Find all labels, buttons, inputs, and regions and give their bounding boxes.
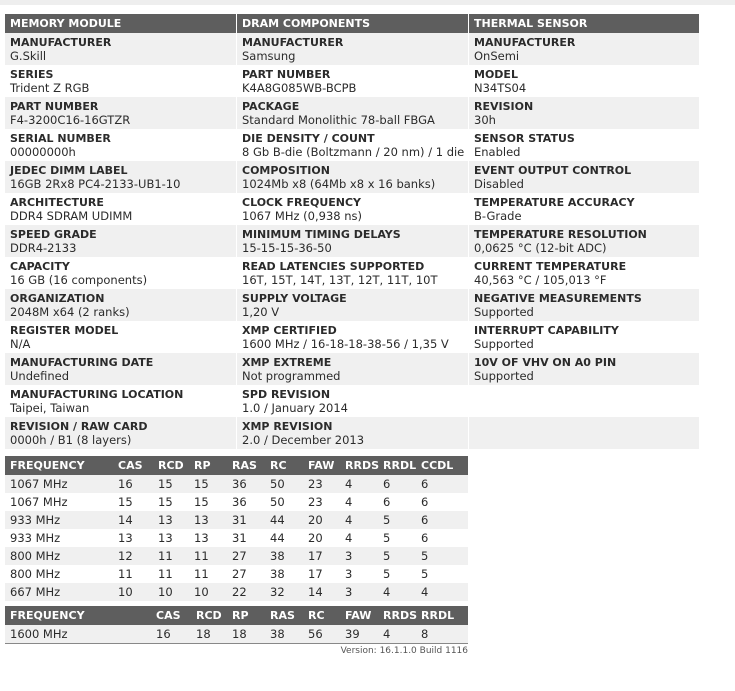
thermal-field-value: N34TS04	[474, 81, 527, 95]
memory-module-field-label: PART NUMBER	[10, 100, 99, 113]
jedec-cell: 16	[118, 475, 158, 493]
dram-field-label: XMP REVISION	[242, 420, 333, 433]
jedec-column-header: RRDS	[345, 456, 383, 475]
jedec-cell: 1067 MHz	[5, 475, 118, 493]
memory-module-field-label: REVISION / RAW CARD	[10, 420, 148, 433]
memory-module-field-value: DDR4 SDRAM UDIMM	[10, 209, 133, 223]
memory-module-field	[5, 321, 236, 353]
dram-field-label: XMP EXTREME	[242, 356, 332, 369]
dram-components-section	[237, 14, 468, 449]
thermal-field-label: MANUFACTURER	[474, 36, 576, 49]
jedec-cell: 5	[383, 547, 421, 565]
dram-field-value: 8 Gb B-die (Boltzmann / 20 nm) / 1 die	[242, 145, 465, 159]
jedec-cell: 23	[308, 495, 323, 509]
jedec-cell: 20	[308, 531, 323, 545]
memory-module-field-label: ARCHITECTURE	[10, 196, 104, 209]
jedec-column-header: RP	[194, 456, 232, 475]
memory-module-field-value: Taipei, Taiwan	[10, 401, 90, 415]
xmp-cell: 1600 MHz	[5, 625, 156, 643]
jedec-cell: 20	[308, 511, 345, 529]
thermal-field-value: Disabled	[474, 177, 524, 191]
memory-module-field	[5, 353, 236, 385]
thermal-field	[469, 225, 699, 257]
jedec-cell: 14	[118, 511, 158, 529]
dram-field	[237, 289, 468, 321]
memory-module-field-value: Undefined	[10, 369, 69, 383]
jedec-cell: 4	[421, 583, 468, 601]
memory-module-field-value: DDR4-2133	[10, 241, 77, 255]
memory-module-field-label: MANUFACTURING DATE	[10, 356, 154, 369]
thermal-field	[469, 129, 699, 161]
jedec-row	[5, 511, 468, 529]
xmp-cell: 18	[232, 625, 270, 643]
thermal-field-value: B-Grade	[474, 209, 522, 223]
jedec-cell: 36	[232, 495, 247, 509]
thermal-field-label: 10V OF VHV ON A0 PIN	[474, 356, 617, 369]
jedec-cell: 4	[345, 531, 353, 545]
dram-field	[237, 193, 468, 225]
memory-module-field	[5, 129, 236, 161]
thermal-field-label: EVENT OUTPUT CONTROL	[474, 164, 632, 177]
jedec-cell: 3	[345, 567, 353, 581]
xmp-cell: 16	[156, 625, 196, 643]
jedec-cell: 44	[270, 511, 308, 529]
jedec-column-header: CAS	[118, 456, 158, 475]
dram-field-value: Not programmed	[242, 369, 341, 383]
memory-module-field-label: ORGANIZATION	[10, 292, 105, 305]
thermal-field-label: SENSOR STATUS	[474, 132, 575, 145]
dram-field	[237, 257, 468, 289]
jedec-cell: 11	[158, 567, 173, 581]
jedec-cell: 14	[308, 583, 345, 601]
jedec-cell: 667 MHz	[5, 583, 118, 601]
dram-field-value: K4A8G085WB-BCPB	[242, 81, 357, 95]
dram-field-value: 1.0 / January 2014	[242, 401, 348, 415]
dram-field-label: XMP CERTIFIED	[242, 324, 337, 337]
jedec-row	[5, 547, 468, 565]
xmp-cell: 18	[196, 625, 232, 643]
jedec-cell: 6	[383, 495, 391, 509]
dram-field-label: PART NUMBER	[242, 68, 331, 81]
jedec-cell: 933 MHz	[10, 531, 61, 545]
memory-module-field-label: REGISTER MODEL	[10, 324, 119, 337]
dram-field-label: DIE DENSITY / COUNT	[242, 132, 375, 145]
dram-field	[237, 65, 468, 97]
dram-field-value: 1067 MHz (0,938 ns)	[242, 209, 363, 223]
jedec-cell: 800 MHz	[10, 567, 61, 581]
dram-field-label: READ LATENCIES SUPPORTED	[242, 260, 425, 273]
memory-module-field	[5, 385, 236, 417]
top-strip	[0, 0, 735, 5]
memory-module-field-value: 00000000h	[10, 145, 76, 159]
jedec-cell: 11	[194, 547, 232, 565]
memory-module-field	[5, 289, 236, 321]
thermal-field	[469, 97, 699, 129]
dram-field	[237, 97, 468, 129]
jedec-cell: 5	[383, 567, 391, 581]
jedec-cell: 32	[270, 583, 308, 601]
thermal-field-value: 40,563 °C / 105,013 °F	[474, 273, 607, 287]
dram-field-label: MINIMUM TIMING DELAYS	[242, 228, 401, 241]
jedec-cell: 27	[232, 547, 270, 565]
dram-field-value: 1600 MHz / 16-18-18-38-56 / 1,35 V	[242, 337, 449, 351]
thermal-field-label: INTERRUPT CAPABILITY	[474, 324, 619, 337]
jedec-cell: 933 MHz	[5, 511, 118, 529]
thermal-sensor-section	[469, 14, 699, 449]
xmp-cell: 56	[308, 625, 345, 643]
memory-module-field-value: F4-3200C16-16GTZR	[10, 113, 131, 127]
jedec-cell: 31	[232, 531, 247, 545]
jedec-cell: 36	[232, 475, 270, 493]
jedec-column-header: RRDL	[383, 456, 421, 475]
dram-field-label: COMPOSITION	[242, 164, 330, 177]
xmp-timings-table	[5, 606, 468, 643]
jedec-cell: 13	[194, 531, 209, 545]
jedec-cell: 800 MHz	[5, 547, 118, 565]
memory-module-field	[5, 257, 236, 289]
jedec-cell: 6	[421, 495, 429, 509]
memory-module-field	[5, 161, 236, 193]
thermal-field-value: 0,0625 °C (12-bit ADC)	[474, 241, 607, 255]
thermal-field	[469, 161, 699, 193]
dram-field-label: SUPPLY VOLTAGE	[242, 292, 347, 305]
dram-field-value: 1,20 V	[242, 305, 280, 319]
thermal-field-value: OnSemi	[474, 49, 520, 63]
dram-field	[237, 417, 468, 449]
jedec-header-row	[5, 456, 468, 475]
memory-module-field-value: 2048M x64 (2 ranks)	[10, 305, 130, 319]
memory-module-field-label: MANUFACTURING LOCATION	[10, 388, 184, 401]
memory-module-field-value: 16GB 2Rx8 PC4-2133-UB1-10	[10, 177, 181, 191]
jedec-cell: 6	[383, 475, 421, 493]
memory-module-field	[5, 33, 236, 65]
xmp-column-header: RRDL	[421, 606, 468, 625]
jedec-cell: 50	[270, 495, 285, 509]
jedec-cell: 15	[194, 475, 232, 493]
xmp-column-header: RC	[308, 606, 345, 625]
jedec-cell: 12	[118, 547, 158, 565]
memory-module-field	[5, 193, 236, 225]
version-label: Version: 16.1.1.0 Build 1116	[340, 646, 468, 656]
jedec-cell: 38	[270, 567, 285, 581]
memory-module-field-label: SERIES	[10, 68, 54, 81]
jedec-cell: 5	[421, 547, 468, 565]
jedec-cell: 17	[308, 547, 345, 565]
thermal-field-value: Supported	[474, 369, 534, 383]
thermal-field-label: NEGATIVE MEASUREMENTS	[474, 292, 642, 305]
thermal-field-label: TEMPERATURE RESOLUTION	[474, 228, 647, 241]
jedec-cell: 10	[158, 583, 194, 601]
jedec-cell: 5	[421, 567, 429, 581]
thermal-field	[469, 321, 699, 353]
thermal-field	[469, 193, 699, 225]
jedec-cell: 11	[118, 567, 133, 581]
jedec-cell: 31	[232, 511, 270, 529]
dram-field	[237, 161, 468, 193]
jedec-column-header: RCD	[158, 456, 194, 475]
jedec-column-header: FREQUENCY	[5, 456, 118, 475]
jedec-row	[5, 565, 468, 583]
jedec-cell: 1067 MHz	[10, 495, 68, 509]
xmp-column-header: CAS	[156, 606, 196, 625]
jedec-cell: 13	[118, 531, 133, 545]
jedec-cell: 4	[345, 475, 383, 493]
jedec-cell: 4	[345, 511, 383, 529]
jedec-cell: 11	[158, 547, 194, 565]
thermal-field	[469, 417, 699, 449]
jedec-row	[5, 475, 468, 493]
jedec-column-header: RAS	[232, 456, 270, 475]
memory-module-field-value: Trident Z RGB	[10, 81, 90, 95]
jedec-row	[5, 493, 468, 511]
jedec-row	[5, 529, 468, 547]
xmp-cell: 39	[345, 625, 383, 643]
jedec-timings-table	[5, 456, 468, 601]
jedec-cell: 15	[118, 495, 133, 509]
jedec-cell: 6	[421, 511, 468, 529]
jedec-cell: 6	[421, 475, 468, 493]
memory-module-field-value: N/A	[10, 337, 31, 351]
jedec-cell: 15	[158, 495, 173, 509]
xmp-cell: 38	[270, 625, 308, 643]
dram-field-label: CLOCK FREQUENCY	[242, 196, 362, 209]
dram-field	[237, 129, 468, 161]
memory-module-field-value: G.Skill	[10, 49, 47, 63]
jedec-cell: 6	[421, 531, 429, 545]
jedec-cell: 5	[383, 511, 421, 529]
xmp-column-header: RAS	[270, 606, 308, 625]
jedec-cell: 13	[158, 531, 173, 545]
dram-field-value: Samsung	[242, 49, 296, 63]
thermal-field-label: MODEL	[474, 68, 518, 81]
dram-field-label: SPD REVISION	[242, 388, 331, 401]
memory-module-field-label: CAPACITY	[10, 260, 70, 273]
jedec-cell: 11	[194, 567, 209, 581]
xmp-column-header: FREQUENCY	[5, 606, 156, 625]
jedec-cell: 10	[194, 583, 232, 601]
jedec-row	[5, 583, 468, 601]
jedec-cell: 38	[270, 547, 308, 565]
thermal-field	[469, 257, 699, 289]
memory-module-field-value: 0000h / B1 (8 layers)	[10, 433, 132, 447]
xmp-row	[5, 625, 468, 643]
thermal-field	[469, 65, 699, 97]
dram-field	[237, 321, 468, 353]
jedec-column-header: CCDL	[421, 456, 468, 475]
memory-module-section	[5, 14, 236, 449]
jedec-cell: 15	[158, 475, 194, 493]
thermal-field	[469, 289, 699, 321]
memory-module-field	[5, 65, 236, 97]
memory-module-field-value: 16 GB (16 components)	[10, 273, 148, 287]
thermal-field-value: 30h	[474, 113, 496, 127]
thermal-field-label: REVISION	[474, 100, 534, 113]
jedec-cell: 10	[118, 583, 158, 601]
dram-field	[237, 353, 468, 385]
thermal-field-value: Supported	[474, 337, 534, 351]
dram-field-label: PACKAGE	[242, 100, 300, 113]
jedec-cell: 15	[194, 495, 209, 509]
dram-field-value: Standard Monolithic 78-ball FBGA	[242, 113, 435, 127]
dram-field	[237, 33, 468, 65]
xmp-header-row	[5, 606, 468, 625]
memory-module-field	[5, 97, 236, 129]
jedec-cell: 23	[308, 475, 345, 493]
jedec-column-header: FAW	[308, 456, 345, 475]
table-bottom-rule	[5, 643, 468, 644]
xmp-column-header: RCD	[196, 606, 232, 625]
thermal-sensor-header: THERMAL SENSOR	[469, 14, 699, 33]
jedec-column-header: RC	[270, 456, 308, 475]
dram-field-label: MANUFACTURER	[242, 36, 344, 49]
xmp-column-header: RRDS	[383, 606, 421, 625]
xmp-column-header: RP	[232, 606, 270, 625]
jedec-cell: 5	[383, 531, 391, 545]
dram-field-value: 16T, 15T, 14T, 13T, 12T, 11T, 10T	[242, 273, 438, 287]
memory-module-field-label: JEDEC DIMM LABEL	[10, 164, 128, 177]
dram-field-value: 1024Mb x8 (64Mb x8 x 16 banks)	[242, 177, 436, 191]
dram-field	[237, 385, 468, 417]
xmp-cell: 4	[383, 625, 421, 643]
thermal-field-label: TEMPERATURE ACCURACY	[474, 196, 635, 209]
xmp-cell: 8	[421, 625, 468, 643]
xmp-column-header: FAW	[345, 606, 383, 625]
jedec-cell: 22	[232, 583, 270, 601]
dram-field-value: 15-15-15-36-50	[242, 241, 332, 255]
thermal-field	[469, 353, 699, 385]
jedec-cell: 4	[345, 495, 353, 509]
thermal-field-value: Enabled	[474, 145, 521, 159]
jedec-cell: 4	[383, 583, 421, 601]
jedec-cell: 50	[270, 475, 308, 493]
memory-module-header: MEMORY MODULE	[5, 14, 236, 33]
jedec-cell: 3	[345, 583, 383, 601]
dram-components-header: DRAM COMPONENTS	[237, 14, 468, 33]
memory-module-field-label: SERIAL NUMBER	[10, 132, 111, 145]
dram-field	[237, 225, 468, 257]
thermal-field	[469, 385, 699, 417]
jedec-cell: 44	[270, 531, 285, 545]
jedec-cell: 17	[308, 567, 323, 581]
thermal-field-value: Supported	[474, 305, 534, 319]
thermal-field-label: CURRENT TEMPERATURE	[474, 260, 627, 273]
jedec-cell: 13	[194, 511, 232, 529]
dram-field-value: 2.0 / December 2013	[242, 433, 365, 447]
memory-module-field	[5, 225, 236, 257]
thermal-field	[469, 33, 699, 65]
jedec-cell: 3	[345, 547, 383, 565]
jedec-cell: 13	[158, 511, 194, 529]
memory-module-field-label: SPEED GRADE	[10, 228, 97, 241]
memory-module-field	[5, 417, 236, 449]
jedec-cell: 27	[232, 567, 247, 581]
memory-module-field-label: MANUFACTURER	[10, 36, 112, 49]
